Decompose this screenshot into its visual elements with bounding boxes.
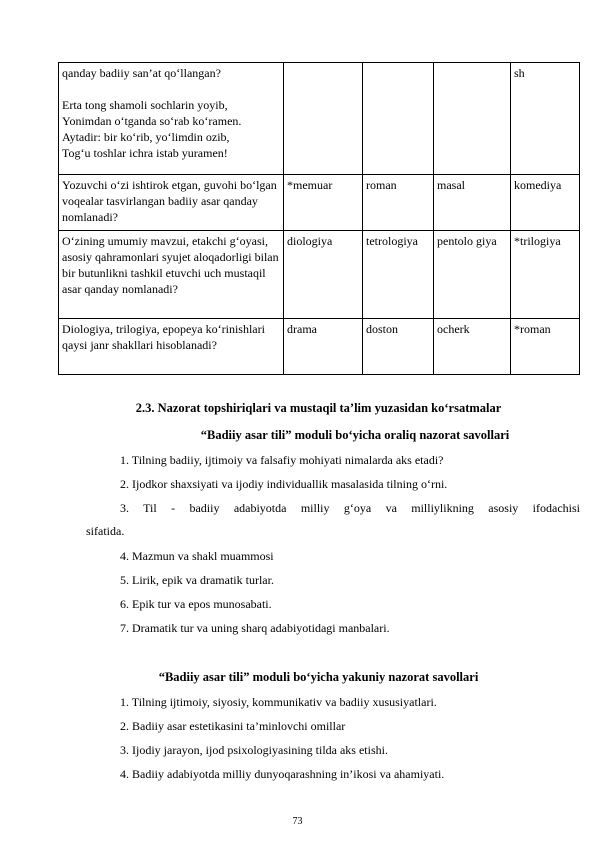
option-cell: *trilogiya [511, 231, 580, 319]
option-cell: drama [284, 319, 363, 375]
question-cell: O‘zining umumiy mavzui, etakchi g‘oyasi, asosiy qahramonlari syujet aloqadorligi bilan bir butunlikni tashkil etuvchi uch mustaqil asar qanday nomlanadi? [59, 231, 284, 319]
option-cell: masal [434, 175, 511, 231]
option-cell [363, 63, 434, 175]
questions-table [58, 62, 580, 375]
list-item: 3. Til - badiiy adabiyotda milliy g‘oya va milliylikning asosiy ifodachisi [120, 501, 580, 515]
option-cell: roman [363, 175, 434, 231]
option-cell: sh [511, 63, 580, 175]
question-cell: Diologiya, trilogiya, epopeya ko‘rinishlari qaysi janr shakllari hisoblanadi? [59, 319, 284, 375]
table-row [59, 63, 580, 175]
final-title: “Badiiy asar tili” moduli bo‘yicha yakuniy nazorat savollari [158, 670, 479, 684]
page-number: 73 [292, 816, 303, 827]
option-cell [434, 63, 511, 175]
option-cell [284, 63, 363, 175]
table-row [59, 231, 580, 319]
table-row [59, 319, 580, 375]
option-cell: diologiya [284, 231, 363, 319]
question-cell: qanday badiiy san’at qo‘llangan? Erta tong shamoli sochlarin yoyib, Yonimdan o‘tganda so‘rab ko‘ramen. Aytadir: bir ko‘rib, yo‘limdin ozib, Tog‘u toshlar ichra istab yuramen! [59, 63, 284, 175]
list-item: 7. Dramatik tur va uning sharq adabiyotidagi manbalari. [120, 621, 390, 635]
option-cell: ocherk [434, 319, 511, 375]
list-item: 4. Mazmun va shakl muammosi [120, 549, 274, 563]
option-cell: doston [363, 319, 434, 375]
list-item: 5. Lirik, epik va dramatik turlar. [120, 573, 274, 587]
list-item: 3. Ijodiy jarayon, ijod psixologiyasining tilda aks etishi. [120, 743, 388, 757]
table-row [59, 175, 580, 231]
option-cell: *memuar [284, 175, 363, 231]
question-cell: Yozuvchi o‘zi ishtirok etgan, guvohi bo‘lgan voqealar tasvirlangan badiiy asar qanday nomlanadi? [59, 175, 284, 231]
list-item: 1. Tilning ijtimoiy, siyosiy, kommunikativ va badiiy xususiyatlari. [120, 695, 437, 709]
list-item: 2. Ijodkor shaxsiyati va ijodiy individuallik masalasida tilning o‘rni. [120, 477, 448, 491]
list-item: 4. Badiiy adabiyotda milliy dunyoqarashning in’ikosi va ahamiyati. [120, 767, 445, 781]
option-cell: tetrologiya [363, 231, 434, 319]
list-item: 2. Badiiy asar estetikasini ta’minlovchi omillar [120, 719, 346, 733]
list-item-continuation: sifatida. [86, 524, 125, 538]
midterm-title: “Badiiy asar tili” moduli bo‘yicha oraliq nazorat savollari [200, 428, 510, 442]
section-title: 2.3. Nazorat topshiriqlari va mustaqil ta’lim yuzasidan ko‘rsatmalar [135, 401, 502, 415]
option-cell: *roman [511, 319, 580, 375]
option-cell: komediya [511, 175, 580, 231]
list-item: 6. Epik tur va epos munosabati. [120, 597, 272, 611]
option-cell: pentolo giya [434, 231, 511, 319]
list-item: 1. Tilning badiiy, ijtimoiy va falsafiy mohiyati nimalarda aks etadi? [120, 453, 444, 467]
